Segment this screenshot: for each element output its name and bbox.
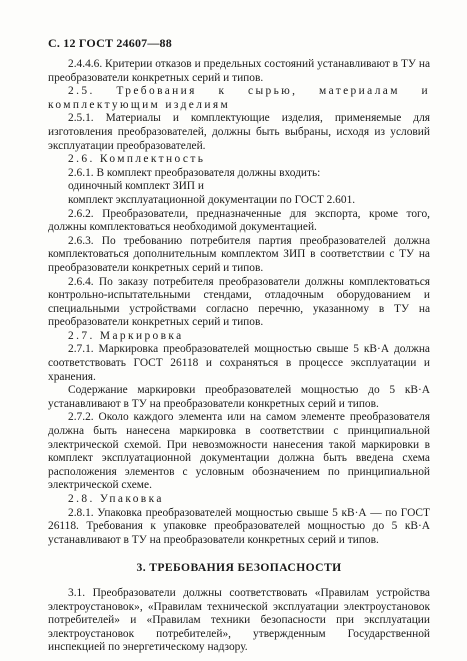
paragraph-2-7-1: 2.7.1. Маркировка преобразователей мощностью свыше 5 кВ·А должна соответствовать ГОСТ 26118 и сохраняться в процессе эксплуатации и хранения.	[48, 343, 430, 383]
paragraph-2-6-2: 2.6.2. Преобразователи, предназначенные для экспорта, кроме того, должны комплектоваться необходимой документацией.	[48, 207, 430, 234]
paragraph-2-6-1: 2.6.1. В комплект преобразователя должны входить:	[68, 166, 321, 179]
page-body	[48, 58, 430, 655]
page-header: С. 12 ГОСТ 24607—88	[48, 36, 172, 50]
paragraph-2-4-4-6: 2.4.4.6. Критерии отказов и предельных состояний устанавливают в ТУ на преобразователи конкретных серий и типов.	[48, 58, 430, 84]
paragraph-2-7-2: 2.7.2. Около каждого элемента или на самом элементе преобразователя должна быть нанесена маркировка в соответствии с принципиальной электрической схемой. При невозможности нанесения такой маркировки в комплект эксплуатационной документации должна быть введена схема расположения элементов с условным обозначением по принципиальной электрической схеме.	[48, 411, 430, 492]
list-item-documentation: комплект эксплуатационной документации по ГОСТ 2.601.	[68, 193, 356, 206]
paragraph-2-5-1: 2.5.1. Материалы и комплектующие изделия, применяемые для изготовления преобразователей, должны быть выбраны, исходя из условий эксплуатации преобразователей.	[48, 112, 430, 152]
list-item-zip: одиночный комплект ЗИП и	[68, 180, 204, 193]
paragraph-marking-content: Содержание маркировки преобразователей мощностью до 5 кВ·А устанавливают в ТУ на преобразователи конкретных серий и типов.	[48, 384, 430, 410]
heading-2-6: 2.6. Комплектность	[68, 153, 206, 166]
section-3-title: 3. ТРЕБОВАНИЯ БЕЗОПАСНОСТИ	[136, 561, 342, 575]
paragraph-2-6-4: 2.6.4. По заказу потребителя преобразователи должны комплектоваться контрольно-испытательными стендами, отладочным оборудованием и специальными устройствами согласно перечню, указанному в ТУ на преобразователи конкретных серий и типов.	[48, 275, 430, 329]
paragraph-3-1: 3.1. Преобразователи должны соответствовать «Правилам устройства электроустановок», «Правилам технической эксплуатации электроустановок потребителей» и «Правилам техники безопасности при эксплуатации электроустановок потребителей», утвержденным Государственной инспекцией по энергетическому надзору.	[48, 586, 430, 654]
paragraph-2-6-3: 2.6.3. По требованию потребителя партия преобразователей должна комплектоваться дополнительным комплектом ЗИП в соответствии с ТУ на преобразователи конкретных серий и типов.	[48, 234, 430, 274]
heading-2-5: 2.5. Требования к сырью, материалам и комплектующим изделиям	[48, 85, 430, 111]
heading-2-8: 2.8. Упаковка	[68, 493, 164, 505]
paragraph-2-8-1: 2.8.1. Упаковка преобразователей мощностью свыше 5 кВ·А — по ГОСТ 26118. Требования к упаковке преобразователей мощностью до 5 кВ·А устанавливают в ТУ на преобразователи конкретных серий и типов.	[48, 506, 430, 546]
heading-2-7: 2.7. Маркировка	[68, 329, 184, 342]
